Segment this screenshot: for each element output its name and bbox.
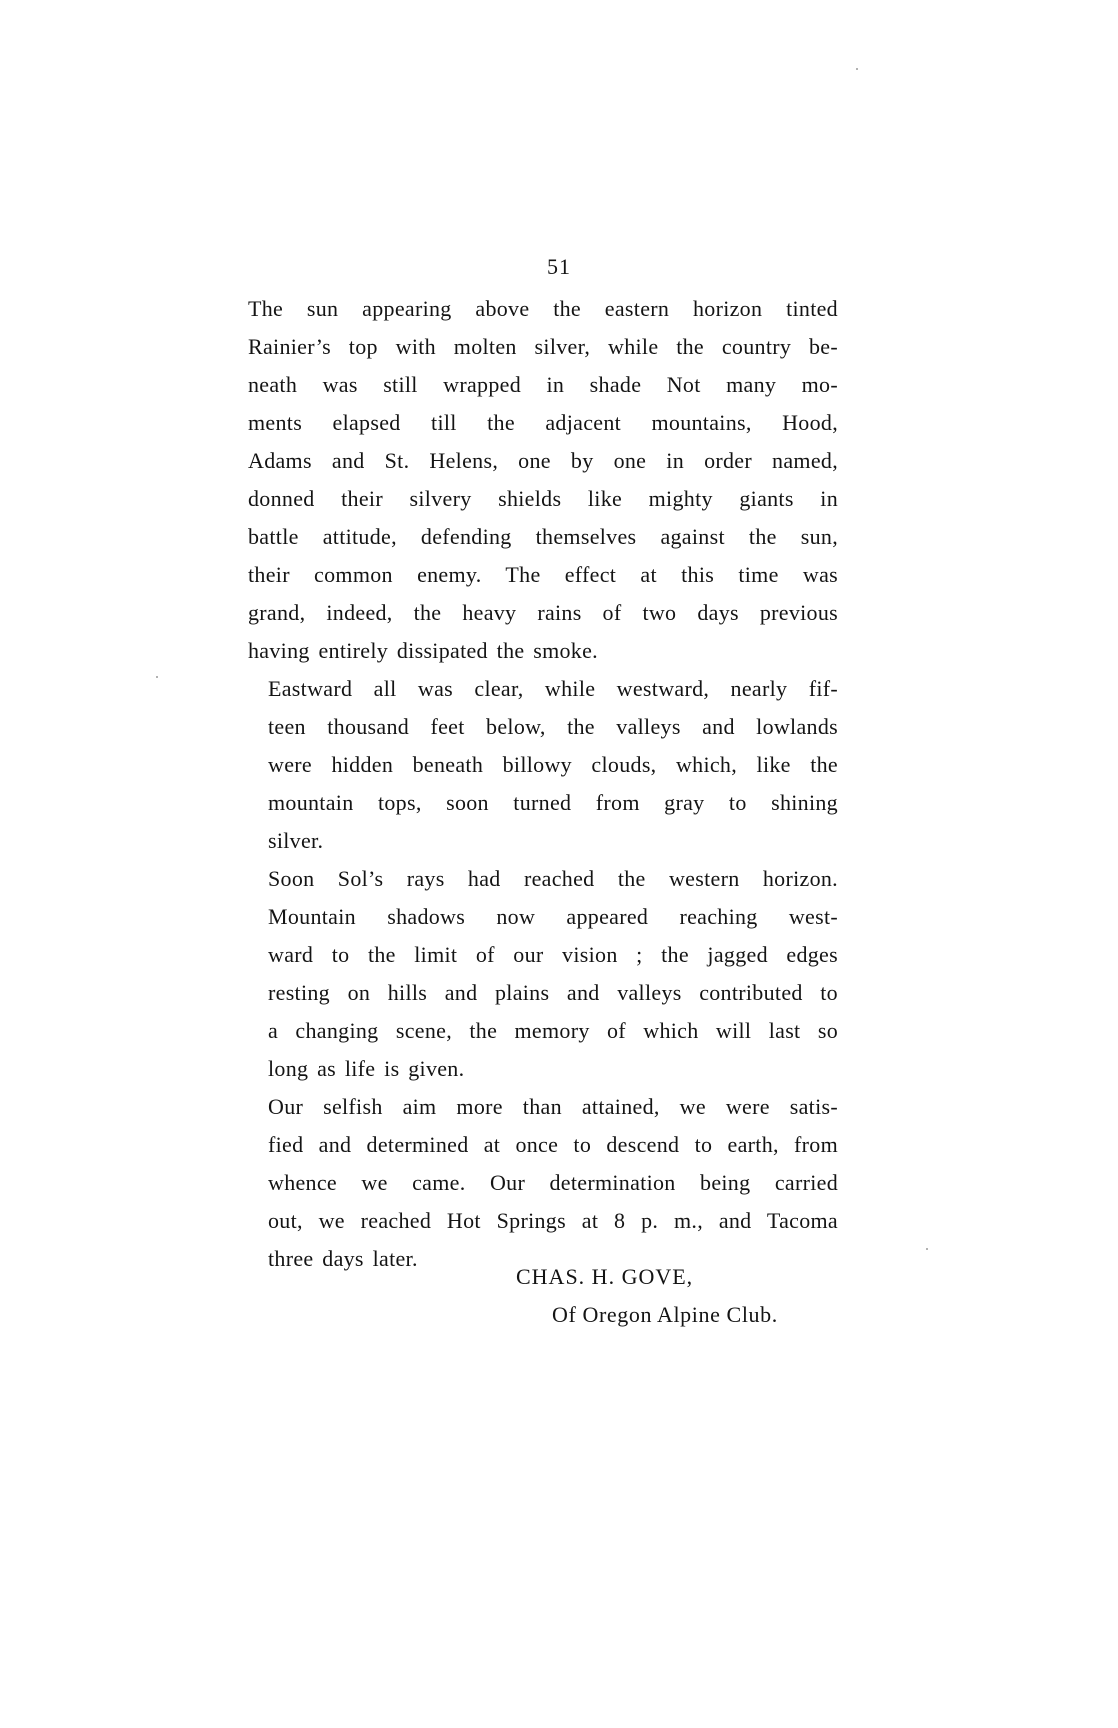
text-line: battle attitude, defending themselves against the sun, <box>248 524 838 549</box>
text-line: Adams and St. Helens, one by one in order named, <box>248 448 838 473</box>
text-line: silver. <box>268 828 324 853</box>
text-line: fied and determined at once to descend to earth, from <box>268 1132 838 1157</box>
paragraph-shadows <box>248 860 838 1088</box>
text-line: donned their silvery shields like mighty giants in <box>248 486 838 511</box>
text-line: neath was still wrapped in shade Not many mo- <box>248 372 838 397</box>
text-line: Rainier’s top with molten silver, while the country be- <box>248 334 838 359</box>
paragraph-sunrise <box>248 290 838 670</box>
text-line: long as life is given. <box>268 1056 465 1081</box>
text-line: Mountain shadows now appeared reaching west- <box>268 904 838 929</box>
text-line: The sun appearing above the eastern horizon tinted <box>248 296 838 321</box>
text-line: three days later. <box>268 1246 418 1271</box>
paper-speck <box>926 1248 928 1250</box>
text-line: were hidden beneath billowy clouds, which, like the <box>268 752 838 777</box>
text-line: grand, indeed, the heavy rains of two days previous <box>248 600 838 625</box>
text-line: their common enemy. The effect at this time was <box>248 562 838 587</box>
paragraph-descent <box>248 1088 838 1278</box>
text-line: out, we reached Hot Springs at 8 p. m., and Tacoma <box>268 1208 838 1233</box>
text-line: ments elapsed till the adjacent mountains, Hood, <box>248 410 838 435</box>
text-line: mountain tops, soon turned from gray to shining <box>268 790 838 815</box>
text-line: Soon Sol’s rays had reached the western horizon. <box>268 866 838 891</box>
text-line: Eastward all was clear, while westward, nearly fif- <box>268 676 838 701</box>
text-line: a changing scene, the memory of which will last so <box>268 1018 838 1043</box>
text-line: Our selfish aim more than attained, we were satis- <box>268 1094 838 1119</box>
paragraph-eastward <box>248 670 838 860</box>
text-line: resting on hills and plains and valleys contributed to <box>268 980 838 1005</box>
body-text <box>248 290 838 1278</box>
text-line: teen thousand feet below, the valleys and lowlands <box>268 714 838 739</box>
paper-speck <box>156 676 158 678</box>
text-line: having entirely dissipated the smoke. <box>248 638 598 663</box>
paper-speck <box>856 68 858 70</box>
signature-affiliation: Of Oregon Alpine Club. <box>552 1302 778 1327</box>
page-number: 51 <box>547 254 571 279</box>
text-line: whence we came. Our determination being carried <box>268 1170 838 1195</box>
text-line: ward to the limit of our vision ; the jagged edges <box>268 942 838 967</box>
signature-name: CHAS. H. GOVE, <box>516 1264 694 1289</box>
